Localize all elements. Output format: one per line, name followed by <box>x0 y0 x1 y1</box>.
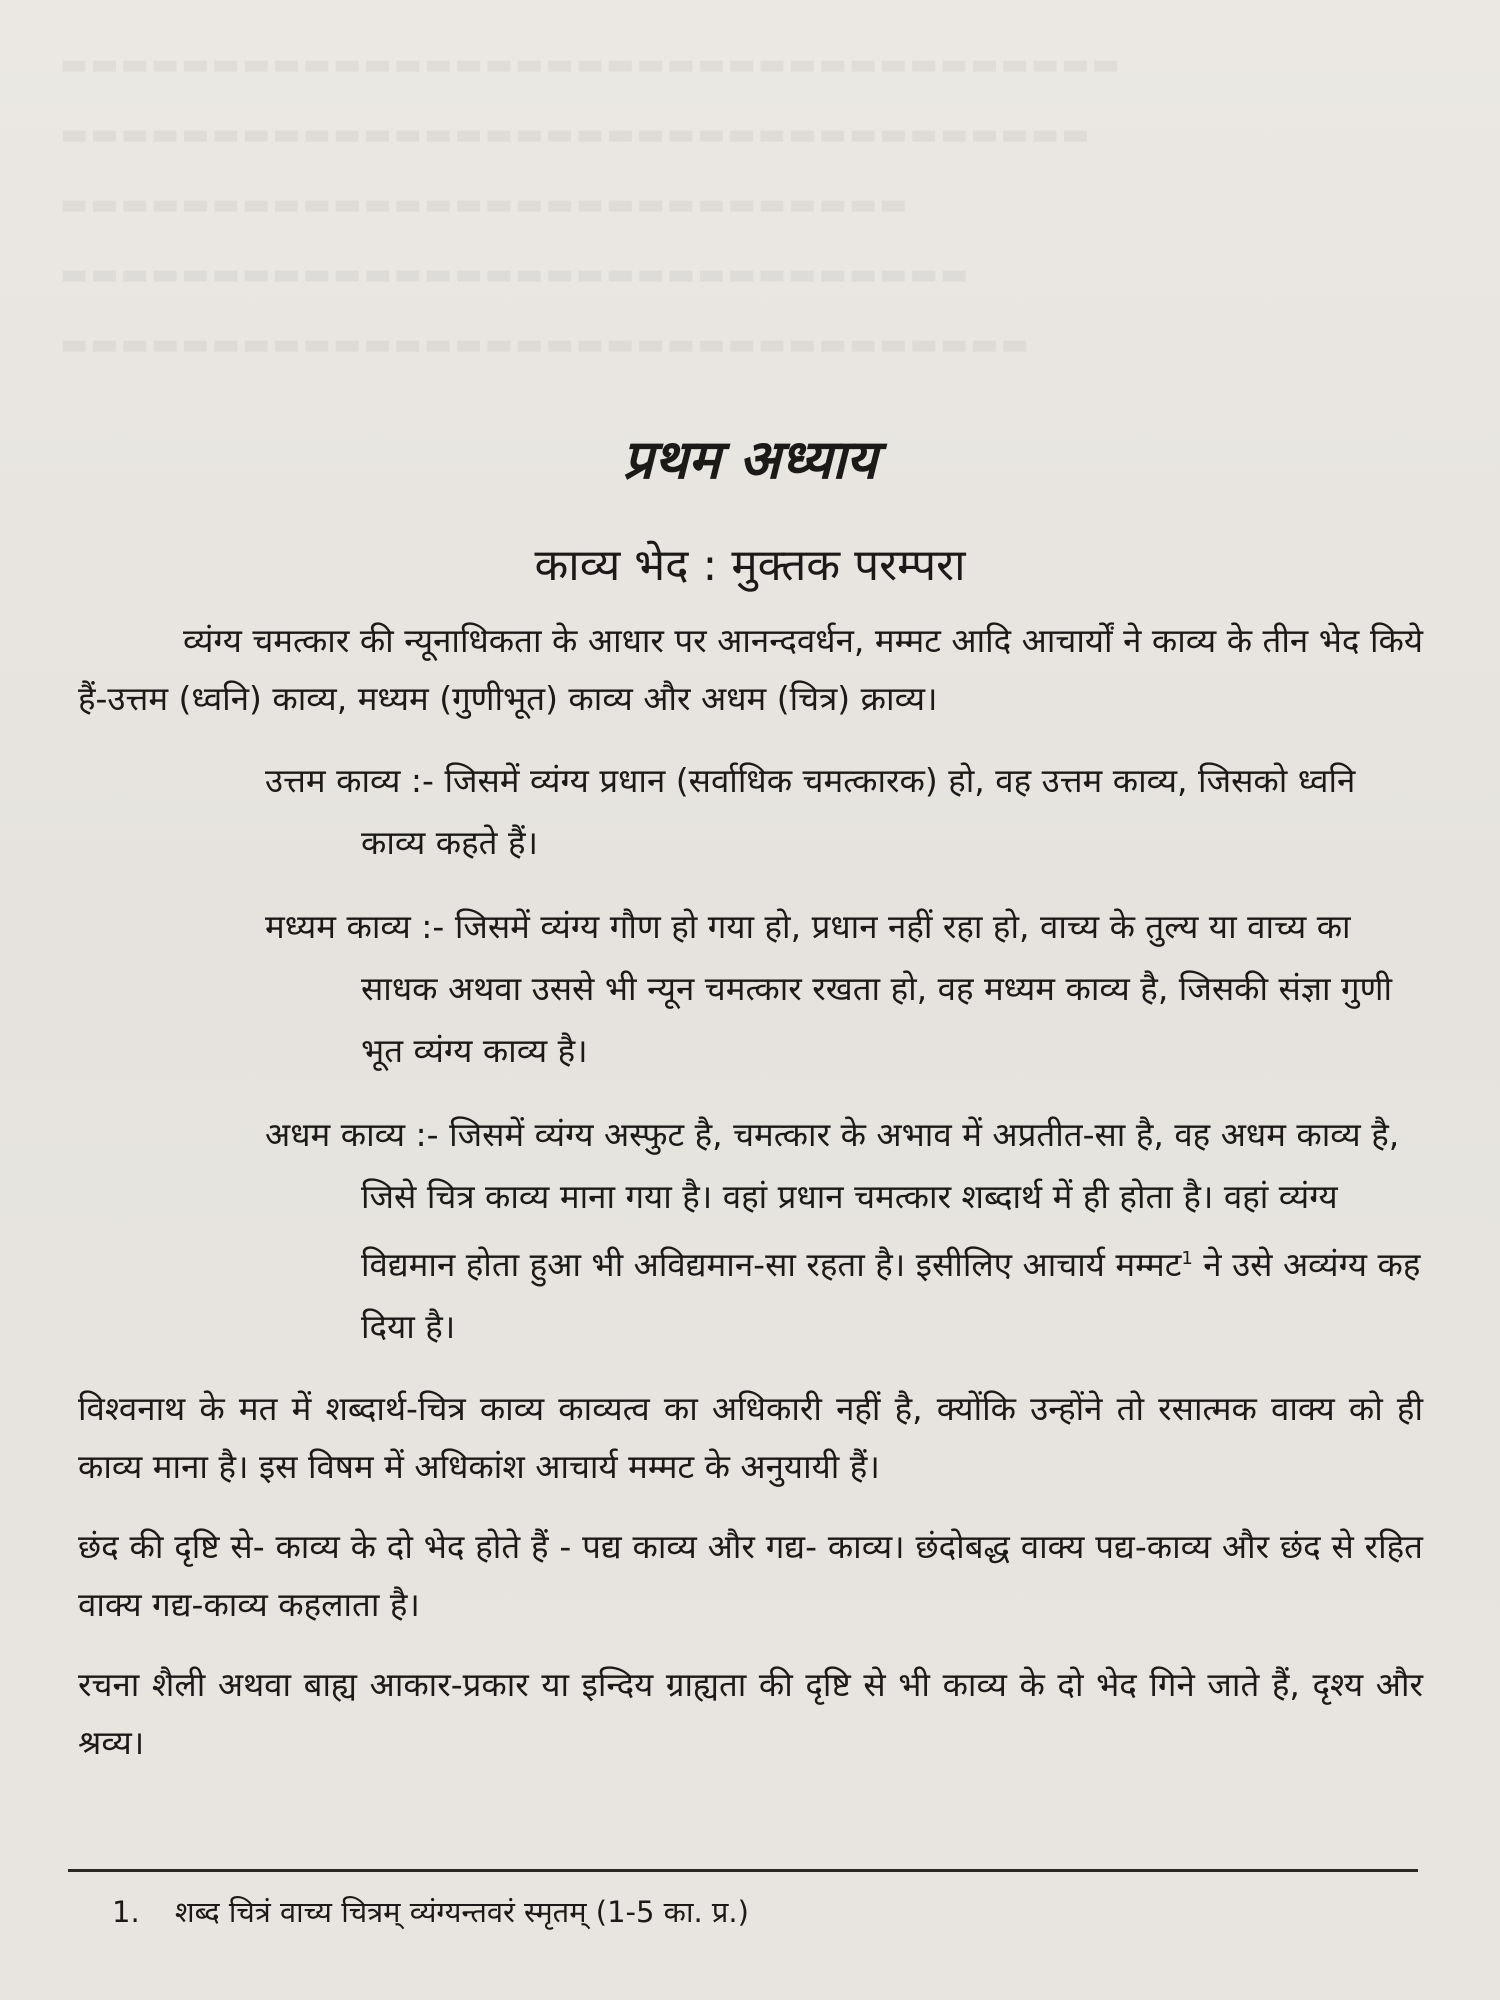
chapter-title: प्रथम अध्याय <box>622 428 878 491</box>
definition-adham <box>78 1104 1423 1358</box>
definition-madhyam <box>78 896 1423 1082</box>
footnote-text: शब्द चित्रं वाच्य चित्रम् व्यंग्यन्तवरं स्मृतम् (1-5 का. प्र.) <box>174 1895 749 1929</box>
definition-term: अधम काव्य :- <box>265 1115 439 1154</box>
footnote-reference[interactable]: 1 <box>1181 1248 1193 1269</box>
paragraph-chhand: छंद की दृष्टि से- काव्य के दो भेद होते हैं - पद्य काव्य और गद्य- काव्य। छंदोबद्ध वाक्य पद्य-काव्य और छंद से रहित वाक्य गद्य-काव्य कहलाता है। <box>78 1527 1423 1624</box>
show-through-text: ▬▬▬▬▬▬▬▬▬▬▬▬▬▬▬▬▬▬▬▬▬▬▬▬▬▬▬▬▬▬▬▬▬▬▬ ▬▬▬▬▬▬▬▬▬▬▬▬▬▬▬▬▬▬▬▬▬▬▬▬▬▬▬▬▬▬▬▬▬▬ ▬▬▬▬▬▬▬▬▬▬▬▬▬▬▬▬▬▬▬▬▬▬▬▬▬▬▬▬ ▬▬▬▬▬▬▬▬▬▬▬▬▬▬▬▬▬▬▬▬▬▬▬▬▬▬▬▬▬▬ ▬▬▬▬▬▬▬▬▬▬▬▬▬▬▬▬▬▬▬▬▬▬▬▬▬▬▬▬▬▬▬▬ <box>60 47 1123 362</box>
spacer <box>78 1358 1423 1380</box>
definition-text: जिसमें व्यंग्य अस्फुट है, चमत्कार के अभाव में अप्रतीत-सा है, वह अधम काव्य है, जिसे चित्र काव्य माना गया है। वहां प्रधान चमत्कार शब्दार्थ में ही होता है। वहां व्यंग्य विद्यमान होता हुआ भी अविद्यमान-सा रहता है। इसीलिए आचार्य मम्मट <box>361 1115 1400 1284</box>
definition-text: जिसमें व्यंग्य गौण हो गया हो, प्रधान नहीं रहा हो, वाच्य के तुल्य या वाच्य का साधक अथवा उससे भी न्यून चमत्कार रखता हो, वह मध्यम काव्य है, जिसकी संज्ञा गुणी भूत व्यंग्य काव्य है। <box>361 907 1393 1070</box>
spacer <box>78 1634 1423 1656</box>
intro-paragraph: व्यंग्य चमत्कार की न्यूनाधिकता के आधार पर आनन्दवर्धन, मम्मट आदि आचार्यों ने काव्य के तीन भेद किये हैं-उत्तम (ध्वनि) काव्य, मध्यम (गुणीभूत) काव्य और अधम (चित्र) क्राव्य। <box>78 621 1423 718</box>
definition-uttam <box>78 750 1423 874</box>
spacer <box>78 728 1423 750</box>
spacer <box>78 1082 1423 1104</box>
definition-text: जिसमें व्यंग्य प्रधान (सर्वाधिक चमत्कारक) हो, वह उत्तम काव्य, जिसको ध्वनि काव्य कहते हैं। <box>361 761 1356 862</box>
paragraph-rachna-shaili: रचना शैली अथवा बाह्य आकार-प्रकार या इन्दिय ग्राह्यता की दृष्टि से भी काव्य के दो भेद गिने जाते हैं, दृश्य और श्रव्य। <box>78 1665 1423 1762</box>
footnote <box>112 1892 749 1931</box>
spacer <box>78 874 1423 896</box>
spacer <box>78 1496 1423 1518</box>
chapter-subtitle: काव्य भेद : मुक्तक परम्परा <box>534 540 966 591</box>
footnote-divider <box>68 1869 1418 1872</box>
footnote-number: 1. <box>112 1895 140 1929</box>
definition-text-continued: ने उसे अव्यंग्य कह दिया है। <box>361 1245 1421 1346</box>
definition-term: उत्तम काव्य :- <box>265 761 434 800</box>
definition-term: मध्यम काव्य :- <box>265 907 445 946</box>
chapter-body <box>78 612 1423 1772</box>
paragraph-vishwanath: विश्वनाथ के मत में शब्दार्थ-चित्र काव्य काव्यत्व का अधिकारी नहीं है, क्योंकि उन्होंने तो रसात्मक वाक्य को ही काव्य माना है। इस विषम में अधिकांश आचार्य मम्मट के अनुयायी हैं। <box>78 1389 1423 1486</box>
